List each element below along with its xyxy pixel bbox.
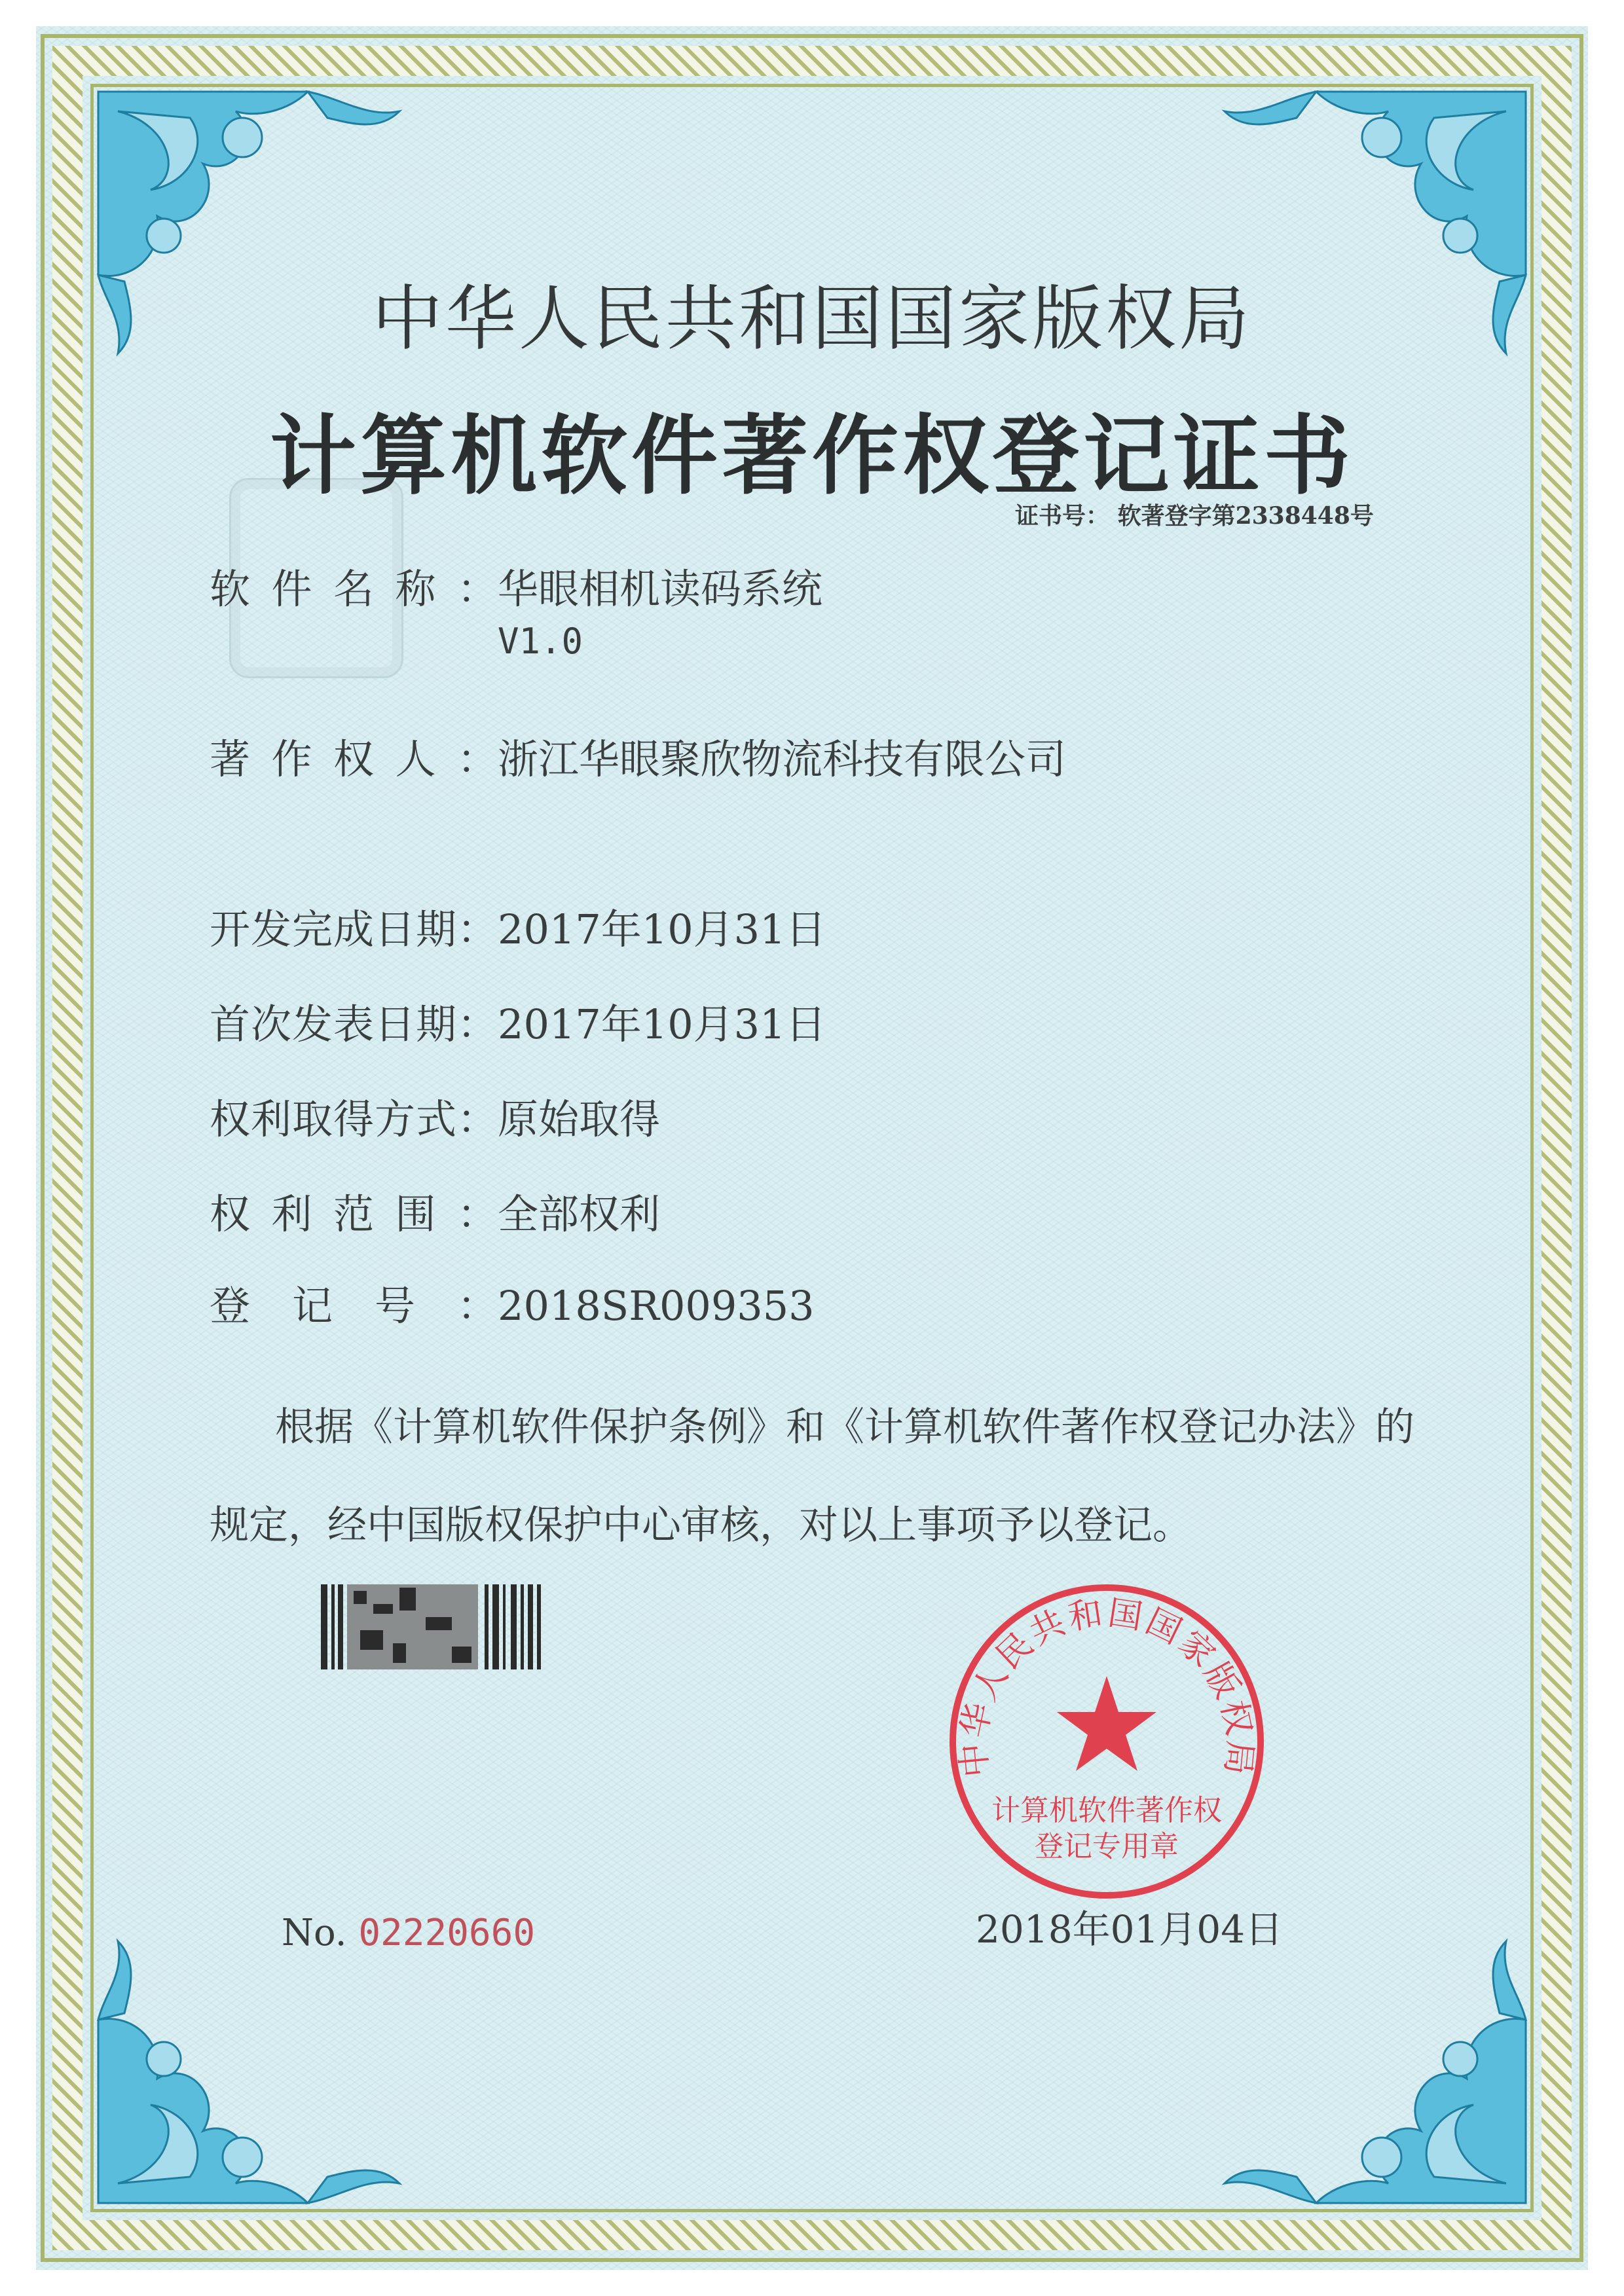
certificate-number-value: 软著登字第2338448号 [1117, 502, 1374, 530]
legal-basis-line-1: 根据《计算机软件保护条例》和《计算机软件著作权登记办法》的 [275, 1404, 1414, 1450]
official-seal [943, 1578, 1270, 1905]
field-value: 华眼相机读码系统 [498, 565, 823, 613]
field-first-publication-date [210, 998, 826, 1051]
issue-date: 2018年01月04日 [976, 1907, 1283, 1952]
certificate-title: 计算机软件著作权登记证书 [270, 405, 1354, 507]
certificate-number [1015, 498, 1374, 531]
serial-number [282, 1912, 535, 1954]
field-label: 权利范围： [210, 1190, 498, 1238]
field-software-name [210, 563, 822, 668]
field-label: 开发完成日期： [210, 905, 498, 953]
seal-inner-line-1: 计算机软件著作权 [991, 1794, 1222, 1827]
certificate-number-label: 证书号： [1015, 502, 1110, 530]
seal-outer-text: 中华人民共和国国家版权局 [953, 1593, 1260, 1779]
corner-ornament-bottom-left [92, 1935, 432, 2210]
serial-number-label: No. [282, 1912, 347, 1954]
field-value: 原始取得 [498, 1095, 661, 1143]
field-value: 浙江华眼聚欣物流科技有限公司 [498, 735, 1067, 783]
corner-ornament-bottom-right [1192, 1935, 1532, 2210]
field-label: 首次发表日期： [210, 1000, 498, 1048]
field-development-date [210, 903, 826, 956]
field-label: 软件名称： [210, 565, 498, 613]
seal-inner-line-2: 登记专用章 [1035, 1830, 1179, 1863]
field-value: 2018SR009353 [498, 1282, 815, 1330]
issuing-authority: 中华人民共和国国家版权局 [371, 278, 1252, 360]
field-value: 全部权利 [498, 1190, 661, 1238]
field-acquisition-method [210, 1093, 660, 1146]
field-rights-scope [210, 1188, 660, 1241]
serial-number-value: 02220660 [358, 1912, 536, 1954]
field-value: 2017年10月31日 [498, 905, 826, 953]
field-value: 2017年10月31日 [498, 1000, 826, 1048]
seal-star-icon [1057, 1676, 1156, 1771]
field-registration-number [210, 1280, 815, 1332]
field-label: 权利取得方式： [210, 1095, 498, 1143]
field-label: 登记号： [210, 1282, 498, 1330]
field-copyright-owner [210, 733, 1066, 786]
field-label: 著作权人： [210, 735, 498, 783]
barcode-image [321, 1584, 544, 1669]
legal-basis-line-2: 规定，经中国版权保护中心审核，对以上事项予以登记。 [210, 1503, 1192, 1548]
field-version: V1.0 [498, 621, 583, 662]
